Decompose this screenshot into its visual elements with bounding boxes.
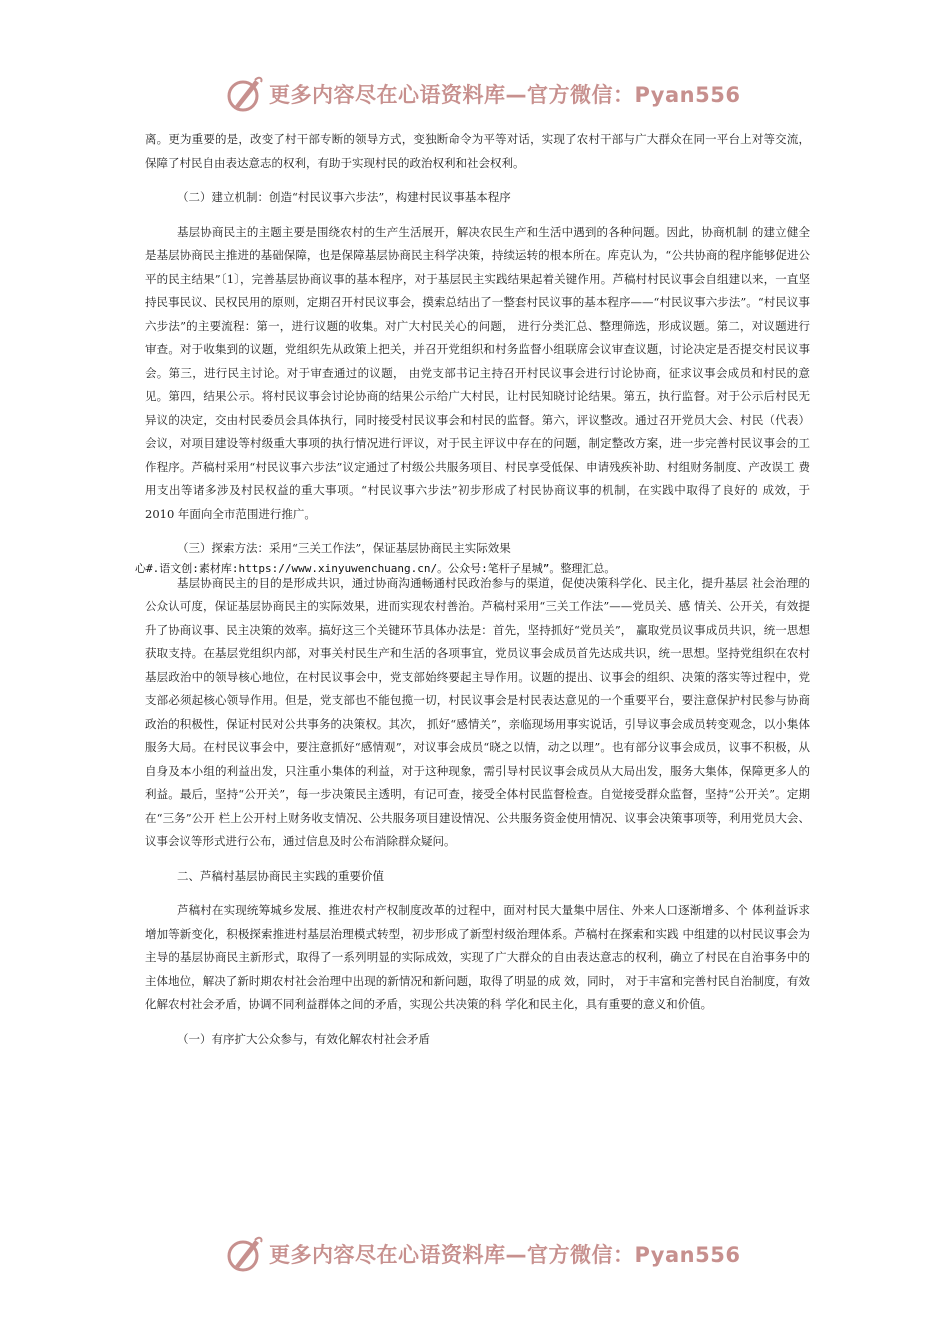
document-body (135, 128, 810, 1062)
section-heading-1: （一）有序扩大公众参与，有效化解农村社会矛盾 (177, 1031, 430, 1046)
paragraph-continuation: 离。更为重要的是，改变了村干部专断的领导方式，变独断命令为平等对话，实现了农村干部与广大群众在同一平台上对等交流，保障了村民自由表达意志的权利，有助于实现村民的政治权利和社会权利。 (145, 132, 810, 170)
paragraph-three-checks: 基层协商民主的目的是形成共识，通过协商沟通畅通村民政治参与的渠道，促使决策科学化、民主化，提升基层 社会治理的公众认可度，保证基层协商民主的实际效果，进而实现农村善治。芦稿村采用“三关工作法”——党员关、感 情关、公开关，有效提升了协商议事、民主决策的效率。搞好这三个关键环节具体办法是：首先，坚持抓好“党员关”， 赢取党员议事成员共识，统一思想获取支持。在基层党组织内部，对事关村民生产和生活的各项事宜，党员议事会成员首先达成共识，统一思想。坚持党组织在农村基层政治中的领导核心地位，在村民议事会中，党支部始终要起主导作用。议题的提出、议事会的组织、决策的落实等过程中，党支部必须起核心领导作用。但是，党支部也不能包揽一切，村民议事会是村民表达意见的一个重要平台，要注意保护村民参与协商政治的积极性，保证村民对公共事务的决策权。其次， 抓好“感情关”，亲临现场用事实说话，引导议事会成员转变观念，以小集体服务大局。在村民议事会中，要注意抓好“感情观”，对议事会成员“晓之以情，动之以理”。也有部分议事会成员，议事不积极，从自身及本小组的利益出发，只注重小集体的利益，对于这种现象，需引导村民议事会成员从大局出发，服务大集体，保障更多人的利益。最后，坚持“公开关”，每一步决策民主透明，有记可查，接受全体村民监督检查。自觉接受群众监督，坚持“公开关”。定期在“三务”公开 栏上公开村上财务收支情况、公共服务项目建设情况、公共服务资金使用情况、议事会决策事项等，利用党员大会、议事会议等形式进行公布，通过信息及时公布消除群众疑问。 (145, 575, 810, 848)
quill-logo-icon (225, 1234, 265, 1274)
chapter-heading: 二、芦稿村基层协商民主实践的重要价值 (177, 868, 384, 883)
watermark-text: 更多内容尽在心语资料库—官方微信：Pyan556 (269, 83, 741, 107)
source-note: 心#.语文创:素材库:https://www.xinyuwenchuang.cn/。公众号:笔杆子星城”。整理汇总。 (135, 561, 616, 575)
watermark-text: 更多内容尽在心语资料库—官方微信：Pyan556 (269, 1243, 741, 1267)
section-heading-3: （三）探索方法：采用“三关工作法”，保证基层协商民主实际效果 (177, 541, 511, 555)
watermark-banner-bottom (225, 1232, 740, 1276)
paragraph-value: 芦稿村在实现统筹城乡发展、推进农村产权制度改革的过程中，面对村民大量集中居住、外来人口逐渐增多、个 体利益诉求增加等新变化，积极探索推进村基层治理模式转型，初步形成了新型村级治理体系。芦稿村在探索和实践 中组建的以村民议事会为主导的基层协商民主新形式，取得了一系列明显的实际成效，实现了广大群众的自由表达意志的权利，确立了村民在自治事务中的主体地位，解决了新时期农村社会治理中出现的新情况和新问题，取得了明显的成 效，同时， 对于丰富和完善村民自治制度，有效化解农村社会矛盾，协调不同利益群体之间的矛盾，实现公共决策的科 学化和民主化，具有重要的意义和价值。 (145, 903, 810, 1011)
quill-logo-icon (225, 74, 265, 114)
paragraph-six-steps: 基层协商民主的主题主要是围绕农村的生产生活展开，解决农民生产和生活中遇到的各种问题。因此，协商机制 的建立健全是基层协商民主推进的基础保障，也是保障基层协商民主科学决策，持续运转的根本所在。库克认为，“公共协商的程序能够促进公平的民主结果”〔1〕，完善基层协商议事的基本程序，对于基层民主实践结果起着关键作用。芦稿村村民议事会自组建以来，一直坚持民事民议、民权民用的原则，定期召开村民议事会，摸索总结出了一整套村民议事的基本程序——“村民议事六步法”。“村民议事六步法”的主要流程：第一，进行议题的收集。对广大村民关心的问题， 进行分类汇总、整理筛选，形成议题。第二，对议题进行审查。对于收集到的议题，党组织先从政策上把关，并召开党组织和村务监督小组联席会议审查议题，讨论决定是否提交村民议事会。第三，进行民主讨论。对于审查通过的议题， 由党支部书记主持召开村民议事会进行讨论协商，征求议事会成员和村民的意见。第四，结果公示。将村民议事会讨论协商的结果公示给广大村民，让村民知晓讨论结果。第五，执行监督。对于公示后村民无异议的决定，交由村民委员会具体执行，同时接受村民议事会和村民的监督。第六，评议整改。通过召开党员大会、村民（代表）会议，对项目建设等村级重大事项的执行情况进行评议，对于民主评议中存在的问题，制定整改方案，进一步完善村民议事会的工作程序。芦稿村采用“村民议事六步法”议定通过了村级公共服务项目、村民享受低保、申请残疾补助、村组财务制度、产改误工 费用支出等诸多涉及村民权益的重大事项。“村民议事六步法”初步形成了村民协商议事的机制，在实践中取得了良好的 成效，于 2010 年面向全市范围进行推广。 (145, 224, 810, 521)
watermark-banner-top (225, 72, 740, 116)
section-heading-2: （二）建立机制：创造“村民议事六步法”，构建村民议事基本程序 (177, 190, 511, 204)
